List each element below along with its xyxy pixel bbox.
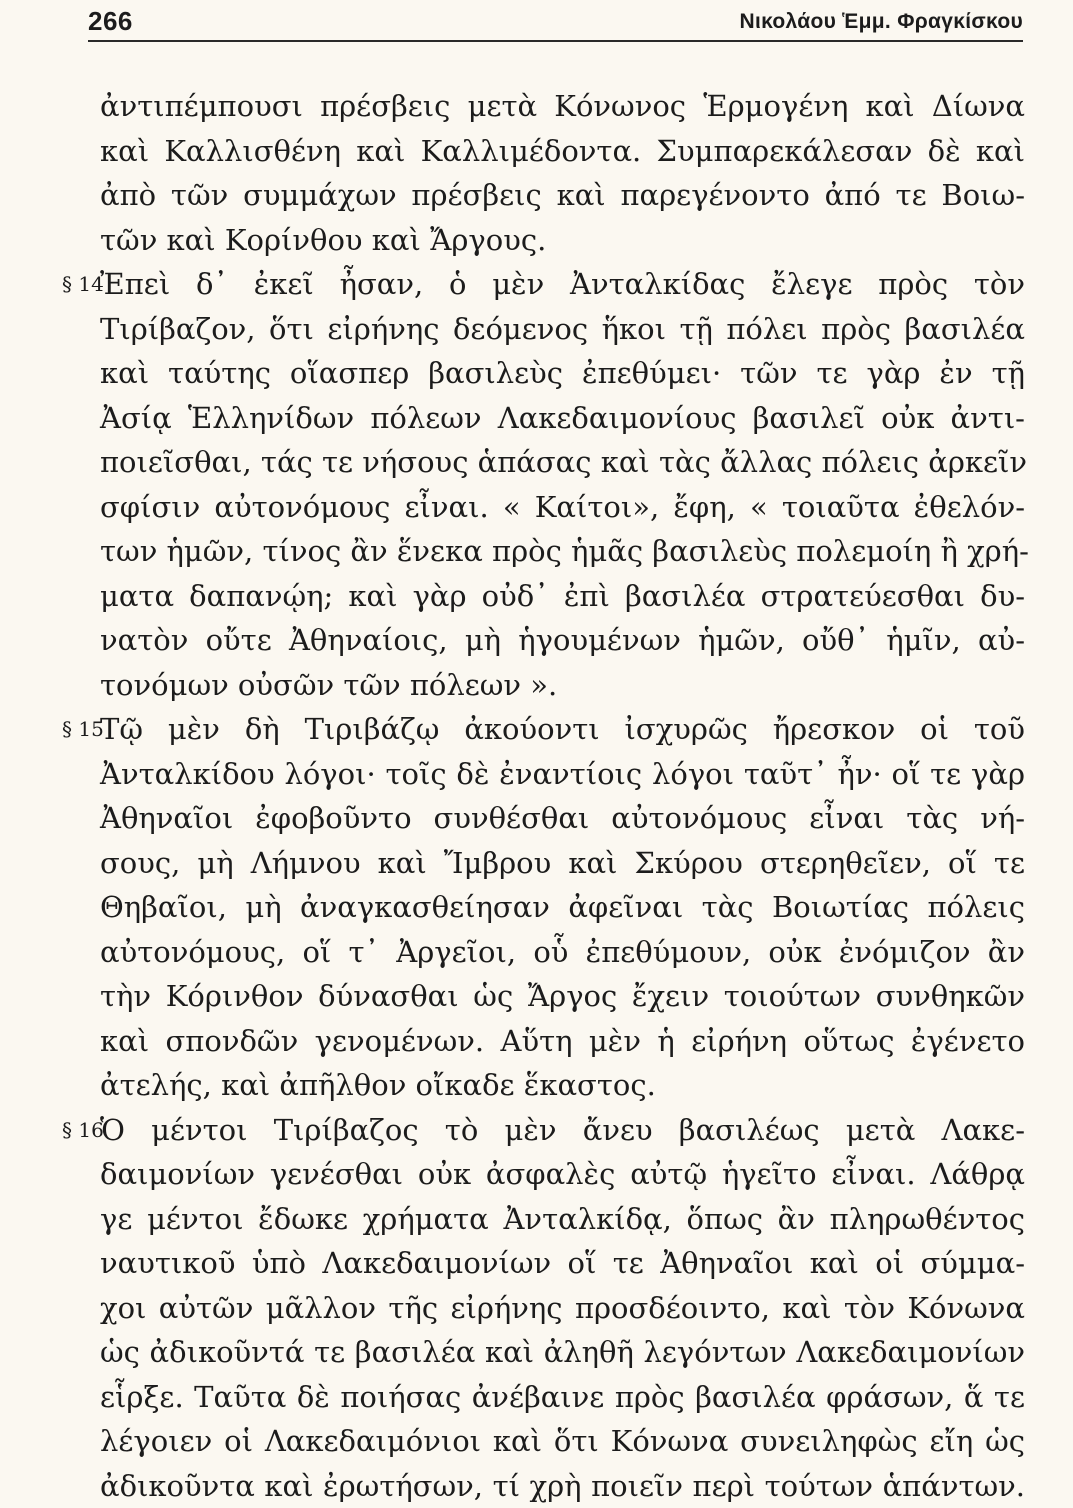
text-line: ναυτικοῦ ὑπὸ Λακεδαιμονίων οἵ τε Ἀθηναῖοι καὶ οἱ σύμμα-	[100, 1241, 1025, 1286]
text-line: Θηβαῖοι, μὴ ἀναγκασθείησαν ἀφεῖναι τὰς Βοιωτίας πόλεις	[100, 885, 1025, 930]
text-line: Ἀνταλκίδου λόγοι· τοῖς δὲ ἐναντίοις λόγοι ταῦτ᾽ ἦν· οἵ τε γὰρ	[100, 752, 1025, 797]
header-rule	[88, 40, 1023, 42]
text-line: τῶν καὶ Κορίνθου καὶ Ἄργους.	[100, 218, 1025, 263]
section-marker: § 15	[62, 707, 104, 752]
text-line: αὐτονόμους, οἵ τ᾽ Ἀργεῖοι, οὗ ἐπεθύμουν, οὐκ ἐνόμιζον ἂν	[100, 930, 1025, 975]
text-line: Ἀθηναῖοι ἐφοβοῦντο συνθέσθαι αὐτονόμους εἶναι τὰς νή-	[100, 796, 1025, 841]
text-line: σφίσιν αὐτονόμους εἶναι. « Καίτοι», ἔφη, « τοιαῦτα ἐθελόν-	[100, 485, 1025, 530]
text-line: τονόμων οὐσῶν τῶν πόλεων ».	[100, 663, 1025, 708]
body-text	[0, 84, 1073, 1508]
section-marker: § 16	[62, 1108, 104, 1153]
text-line: Ἀσίᾳ Ἑλληνίδων πόλεων Λακεδαιμονίους βασιλεῖ οὐκ ἀντι-	[100, 396, 1025, 441]
text-line: ποιεῖσθαι, τάς τε νήσους ἁπάσας καὶ τὰς ἄλλας πόλεις ἀρκεῖν	[100, 440, 1025, 485]
text-line: εἷρξε. Ταῦτα δὲ ποιήσας ἀνέβαινε πρὸς βασιλέα φράσων, ἅ τε	[100, 1375, 1025, 1420]
text-line: Τῷ μὲν δὴ Τιριβάζῳ ἀκούοντι ἰσχυρῶς ἤρεσκον οἱ τοῦ	[100, 707, 1025, 752]
text-line: χοι αὐτῶν μᾶλλον τῆς εἰρήνης προσδέοιντο, καὶ τὸν Κόνωνα	[100, 1286, 1025, 1331]
text-line: των ἡμῶν, τίνος ἂν ἕνεκα πρὸς ἡμᾶς βασιλεὺς πολεμοίη ἢ χρή-	[100, 529, 1025, 574]
text-line: λέγοιεν οἱ Λακεδαιμόνιοι καὶ ὅτι Κόνωνα συνειληφὼς εἴη ὡς	[100, 1419, 1025, 1464]
section-marker: § 14	[62, 262, 104, 307]
text-line: γε μέντοι ἔδωκε χρήματα Ἀνταλκίδᾳ, ὅπως ἂν πληρωθέντος	[100, 1197, 1025, 1242]
text-line: ὡς ἀδικοῦντά τε βασιλέα καὶ ἀληθῆ λεγόντων Λακεδαιμονίων	[100, 1330, 1025, 1375]
text-line: νατὸν οὔτε Ἀθηναίοις, μὴ ἡγουμένων ἡμῶν, οὔθ᾽ ἡμῖν, αὐ-	[100, 618, 1025, 663]
text-line: Ἐπεὶ δ᾽ ἐκεῖ ἦσαν, ὁ μὲν Ἀνταλκίδας ἔλεγε πρὸς τὸν	[100, 262, 1025, 307]
page-number: 266	[88, 6, 133, 37]
running-head: Νικολάου Ἑμμ. Φραγκίσκου	[740, 10, 1023, 34]
text-line: δαιμονίων γενέσθαι οὐκ ἀσφαλὲς αὐτῷ ἡγεῖτο εἶναι. Λάθρᾳ	[100, 1152, 1025, 1197]
text-line: Τιρίβαζον, ὅτι εἰρήνης δεόμενος ἥκοι τῇ πόλει πρὸς βασιλέα	[100, 307, 1025, 352]
text-line: καὶ ταύτης οἵασπερ βασιλεὺς ἐπεθύμει· τῶν τε γὰρ ἐν τῇ	[100, 351, 1025, 396]
text-line: καὶ σπονδῶν γενομένων. Αὕτη μὲν ἡ εἰρήνη οὕτως ἐγένετο	[100, 1019, 1025, 1064]
text-line: τὴν Κόρινθον δύνασθαι ὡς Ἄργος ἔχειν τοιούτων συνθηκῶν	[100, 974, 1025, 1019]
text-line: σους, μὴ Λήμνου καὶ Ἴμβρου καὶ Σκύρου στερηθεῖεν, οἵ τε	[100, 841, 1025, 886]
text-line: ἀπὸ τῶν συμμάχων πρέσβεις καὶ παρεγένοντο ἀπό τε Βοιω-	[100, 173, 1025, 218]
page-header	[88, 0, 1023, 40]
text-line: ἀδικοῦντα καὶ ἐρωτήσων, τί χρὴ ποιεῖν περὶ τούτων ἁπάντων.	[100, 1464, 1025, 1508]
text-line: ματα δαπανῴη; καὶ γὰρ οὐδ᾽ ἐπὶ βασιλέα στρατεύεσθαι δυ-	[100, 574, 1025, 619]
text-line: Ὁ μέντοι Τιρίβαζος τὸ μὲν ἄνευ βασιλέως μετὰ Λακε-	[100, 1108, 1025, 1153]
text-line: καὶ Καλλισθένη καὶ Καλλιμέδοντα. Συμπαρεκάλεσαν δὲ καὶ	[100, 129, 1025, 174]
text-line: ἀτελής, καὶ ἀπῆλθον οἴκαδε ἕκαστος.	[100, 1063, 1025, 1108]
text-line: ἀντιπέμπουσι πρέσβεις μετὰ Κόνωνος Ἑρμογένη καὶ Δίωνα	[100, 84, 1025, 129]
